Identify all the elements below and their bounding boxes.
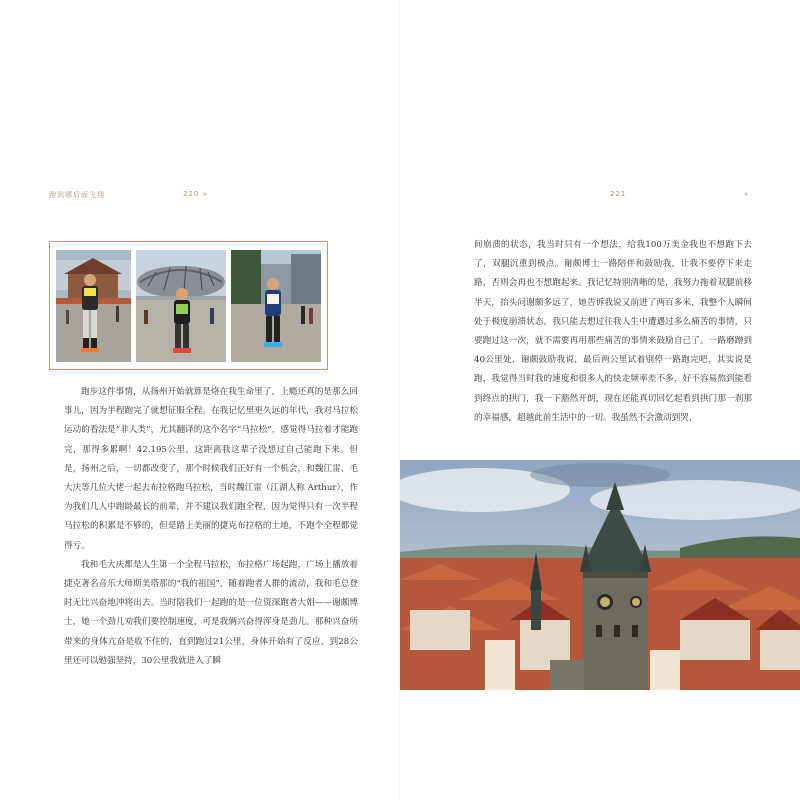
runner-photo-1	[56, 250, 131, 362]
left-paragraph-1: 跑步这件事情，从扬州开始就算是烙在我生命里了，上瘾还真的是那么回事儿，因为半程跑完了就想征服全程。在我记忆里更久远的年代，我对马拉松运动的看法是“非人类”，尤其翻译的这个名字“马拉松”，感觉得马拉着才能跑完，那得多累啊！42.195公里，这距离我这辈子没想过自己能跑下来。但是，扬州之后，一切都改变了，那个时候我们正好有一个机会，和魏江雷、毛大庆等几位大佬一起去布拉格跑马拉松，当时魏江雷（江湖人称 Arthur），作为我们几人中跑龄最长的前辈，并不建议我们跑全程，因为觉得只有一次半程马拉松的积累是不够的，但是踏上美丽的捷克布拉格的土地，不跑个全程都觉得亏。	[64, 387, 358, 551]
left-page-number	[183, 190, 208, 198]
runner-photo-3	[231, 250, 321, 362]
right-page-body	[474, 236, 752, 428]
prague-city-photo	[400, 460, 800, 690]
runner-photo-2	[136, 250, 226, 362]
running-header-title: 跑到哪后面飞翔	[49, 191, 105, 199]
runner-photo-strip	[49, 241, 328, 370]
left-page-number-value: 220	[183, 190, 200, 198]
left-page-body	[64, 383, 358, 671]
left-paragraph-2: 我和毛大庆都是人生第一个全程马拉松，布拉格广场起跑，广场上播放着捷克著名音乐大师斯美塔那的“我的祖国”，随着跑者人群的流动，我和毛总登时无比兴奋地冲将出去。当时陪我们一起跑的是一位资深跑者大姐——谢颇博士，她一个劲儿劝我们要控制速度，可是我俩兴奋得浑身是劲儿。那种兴奋所带来的身体亢奋是收不住的，直到跑过21公里，身体开始有了反应，到28公里还可以勉强坚持，30公里我就进入了瞬	[64, 559, 358, 666]
left-page-arrow: »	[202, 190, 208, 198]
right-page-arrow: »	[744, 190, 750, 198]
right-page-number: 221	[610, 190, 627, 198]
right-paragraph-1: 间崩溃的状态，我当时只有一个想法，给我100万美金我也不想跑下去了，双腿沉重到极点。谢颇博士一路陪伴和鼓励我，让我不要停下来走路，否则会再也不想跑起来。我记忆特别清晰的是，我努力拖着双腿前移半天，抬头问谢颇多远了，她告诉我说又前进了两百多米，我整个人瞬间处于极度崩溃状态，我只能去想过往我人生中遭遇过多么痛苦的事情，只要跑过这一次，就不需要再用那些痛苦的事情来鼓励自己了。一路磨蹭到40公里处，谢颇鼓励我说，最后两公里试着别停一路跑完吧，其实说是跑，我觉得当时我的速度和很多人的快走频率差不多，好不容易熬到能看到终点的拱门，我一下豁然开朗，现在还能真切回忆起看到拱门那一刹那的幸福感，超越此前生活中的一切。我虽然不会激动到哭，	[474, 240, 752, 423]
